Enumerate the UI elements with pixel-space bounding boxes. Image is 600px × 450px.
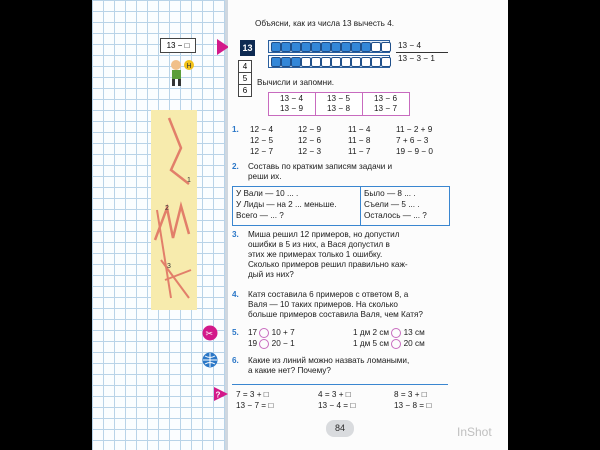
ten-frame-equation-1: 13 − 4 — [398, 41, 421, 50]
task-3-text: ошибки в 5 из них, а Вася допустил в — [248, 240, 390, 249]
compare-left: 17 — [248, 328, 258, 338]
task-5-row — [248, 328, 295, 338]
svg-text:?: ? — [215, 390, 221, 400]
task-1-cell: 11 − 4 — [348, 125, 371, 134]
counter-bead — [271, 57, 281, 67]
counter-bead — [361, 57, 371, 67]
task-2-left-line: У Вали — 10 ... . — [236, 189, 299, 198]
counter-bead — [381, 57, 391, 67]
task-1-cell: 12 − 6 — [298, 136, 321, 145]
memorize-divider — [315, 92, 316, 116]
bottom-equation: 13 − 8 = □ — [394, 401, 432, 410]
compare-left: 1 дм 5 см — [353, 339, 390, 349]
task-2-right-line: Осталось — ... ? — [364, 211, 427, 220]
memorize-cell: 13 − 6 — [374, 94, 397, 103]
svg-text:H: H — [186, 63, 192, 70]
task-2-right-line: Съели — 5 ... . — [364, 200, 420, 209]
task-2-right-line: Было — 8 ... . — [364, 189, 416, 198]
task-2-text: Составь по кратким записям задачи и — [248, 162, 393, 171]
task-1-cell: 12 − 3 — [298, 147, 321, 156]
task-4-text: Валя — 10 таких примеров. На сколько — [248, 300, 398, 309]
figure-label-3: 3 — [167, 263, 171, 270]
compare-circle[interactable] — [391, 328, 401, 338]
counter-bead — [341, 42, 351, 52]
figure-label-2: 2 — [165, 205, 169, 212]
margin-top-expression: 13 − □ — [160, 38, 196, 53]
page-number: 84 — [326, 420, 354, 437]
counter-bead — [351, 42, 361, 52]
counter-bead — [331, 57, 341, 67]
globe-icon — [202, 352, 218, 368]
task-1-cell: 12 − 5 — [250, 136, 273, 145]
counter-bead — [321, 42, 331, 52]
ten-frame-bottom — [268, 55, 390, 68]
task-1-cell: 12 − 4 — [250, 125, 273, 134]
task-5-row — [353, 339, 425, 349]
task-3-text: Миша решил 12 примеров, но допустил — [248, 230, 400, 239]
side-number: 6 — [238, 84, 252, 97]
task-4-text: Катя составила 6 примеров с ответом 8, а — [248, 290, 409, 299]
equation-divider — [396, 52, 448, 53]
counter-bead — [311, 57, 321, 67]
counter-bead — [291, 42, 301, 52]
task-1-number: 1. — [232, 125, 239, 134]
task-5-row — [248, 339, 295, 349]
counter-bead — [351, 57, 361, 67]
counter-bead — [301, 42, 311, 52]
compare-right: 13 см — [403, 328, 425, 338]
counter-bead — [291, 57, 301, 67]
svg-text:✂: ✂ — [205, 328, 214, 339]
ten-frame-equation-2: 13 − 3 − 1 — [398, 54, 435, 63]
compare-right: 20 см — [403, 339, 425, 349]
compare-circle[interactable] — [259, 328, 269, 338]
task-6-number: 6. — [232, 356, 239, 365]
counter-bead — [361, 42, 371, 52]
bottom-equation: 7 = 3 + □ — [236, 390, 269, 399]
compare-right: 20 − 1 — [271, 339, 295, 349]
task-4-number: 4. — [232, 290, 239, 299]
task-6-text: а какие нет? Почему? — [248, 366, 331, 375]
lines-figure — [151, 110, 197, 310]
bottom-equation: 13 − 4 = □ — [318, 401, 356, 410]
compare-left: 1 дм 2 см — [353, 328, 390, 338]
task-2-text: реши их. — [248, 172, 282, 181]
task-5-row — [353, 328, 425, 338]
compare-circle[interactable] — [259, 339, 269, 349]
counter-bead — [341, 57, 351, 67]
child-illustration — [166, 58, 196, 88]
task-3-text: Сколько примеров решил правильно каж- — [248, 260, 408, 269]
task-2-left-line: У Лиды — на 2 ... меньше. — [236, 200, 337, 209]
compare-left: 19 — [248, 339, 258, 349]
watermark: InShot — [457, 425, 492, 439]
counter-bead — [331, 42, 341, 52]
compare-right: 10 + 7 — [271, 328, 295, 338]
task-1-cell: 19 − 9 − 0 — [396, 147, 433, 156]
memorize-cell: 13 − 8 — [327, 104, 350, 113]
task-2-left-line: Всего — ... ? — [236, 211, 284, 220]
right-letterbox — [508, 0, 600, 450]
task-5-number: 5. — [232, 328, 239, 337]
left-letterbox — [0, 0, 92, 450]
memorize-divider — [362, 92, 363, 116]
pair-work-icon — [202, 325, 218, 341]
task-3-number: 3. — [232, 230, 239, 239]
task-1-cell: 12 − 7 — [250, 147, 273, 156]
counter-bead — [371, 42, 381, 52]
task-1-cell: 11 − 7 — [348, 147, 371, 156]
memorize-cell: 13 − 7 — [374, 104, 397, 113]
counter-bead — [311, 42, 321, 52]
side-number: 5 — [238, 72, 252, 85]
task-number-tab: 13 — [240, 40, 255, 56]
task-1-cell: 7 + 6 − 3 — [396, 136, 429, 145]
counter-bead — [321, 57, 331, 67]
memorize-cell: 13 − 9 — [280, 104, 303, 113]
memorize-cell: 13 − 4 — [280, 94, 303, 103]
counter-bead — [281, 57, 291, 67]
counter-bead — [281, 42, 291, 52]
task-1-cell: 12 − 9 — [298, 125, 321, 134]
task-1-cell: 11 − 8 — [348, 136, 371, 145]
figure-label-1: 1 — [187, 177, 191, 184]
task-4-text: больше примеров составила Валя, чем Катя? — [248, 310, 423, 319]
bottom-equation: 8 = 3 + □ — [394, 390, 427, 399]
task-2-number: 2. — [232, 162, 239, 171]
side-number: 4 — [238, 60, 252, 73]
counter-bead — [381, 42, 391, 52]
task-3-text: дый из них? — [248, 270, 294, 279]
task-6-text: Какие из линий можно назвать ломаными, — [248, 356, 410, 365]
memorize-cell: 13 − 5 — [327, 94, 350, 103]
ten-frame-top — [268, 40, 390, 53]
bottom-separator — [232, 384, 448, 385]
compare-circle[interactable] — [391, 339, 401, 349]
bottom-equation: 13 − 7 = □ — [236, 401, 274, 410]
task-3-text: этих же примерах только 1 ошибку. — [248, 250, 383, 259]
task-1-cell: 11 − 2 + 9 — [396, 125, 433, 134]
bottom-equation: 4 = 3 + □ — [318, 390, 351, 399]
header-instruction: Объясни, как из числа 13 вычесть 4. — [255, 19, 395, 28]
question-marker-icon — [214, 387, 228, 401]
counter-bead — [371, 57, 381, 67]
counter-bead — [271, 42, 281, 52]
task-2-box-divider — [360, 187, 361, 225]
memorize-label: Вычисли и запомни. — [257, 78, 335, 87]
counter-bead — [301, 57, 311, 67]
